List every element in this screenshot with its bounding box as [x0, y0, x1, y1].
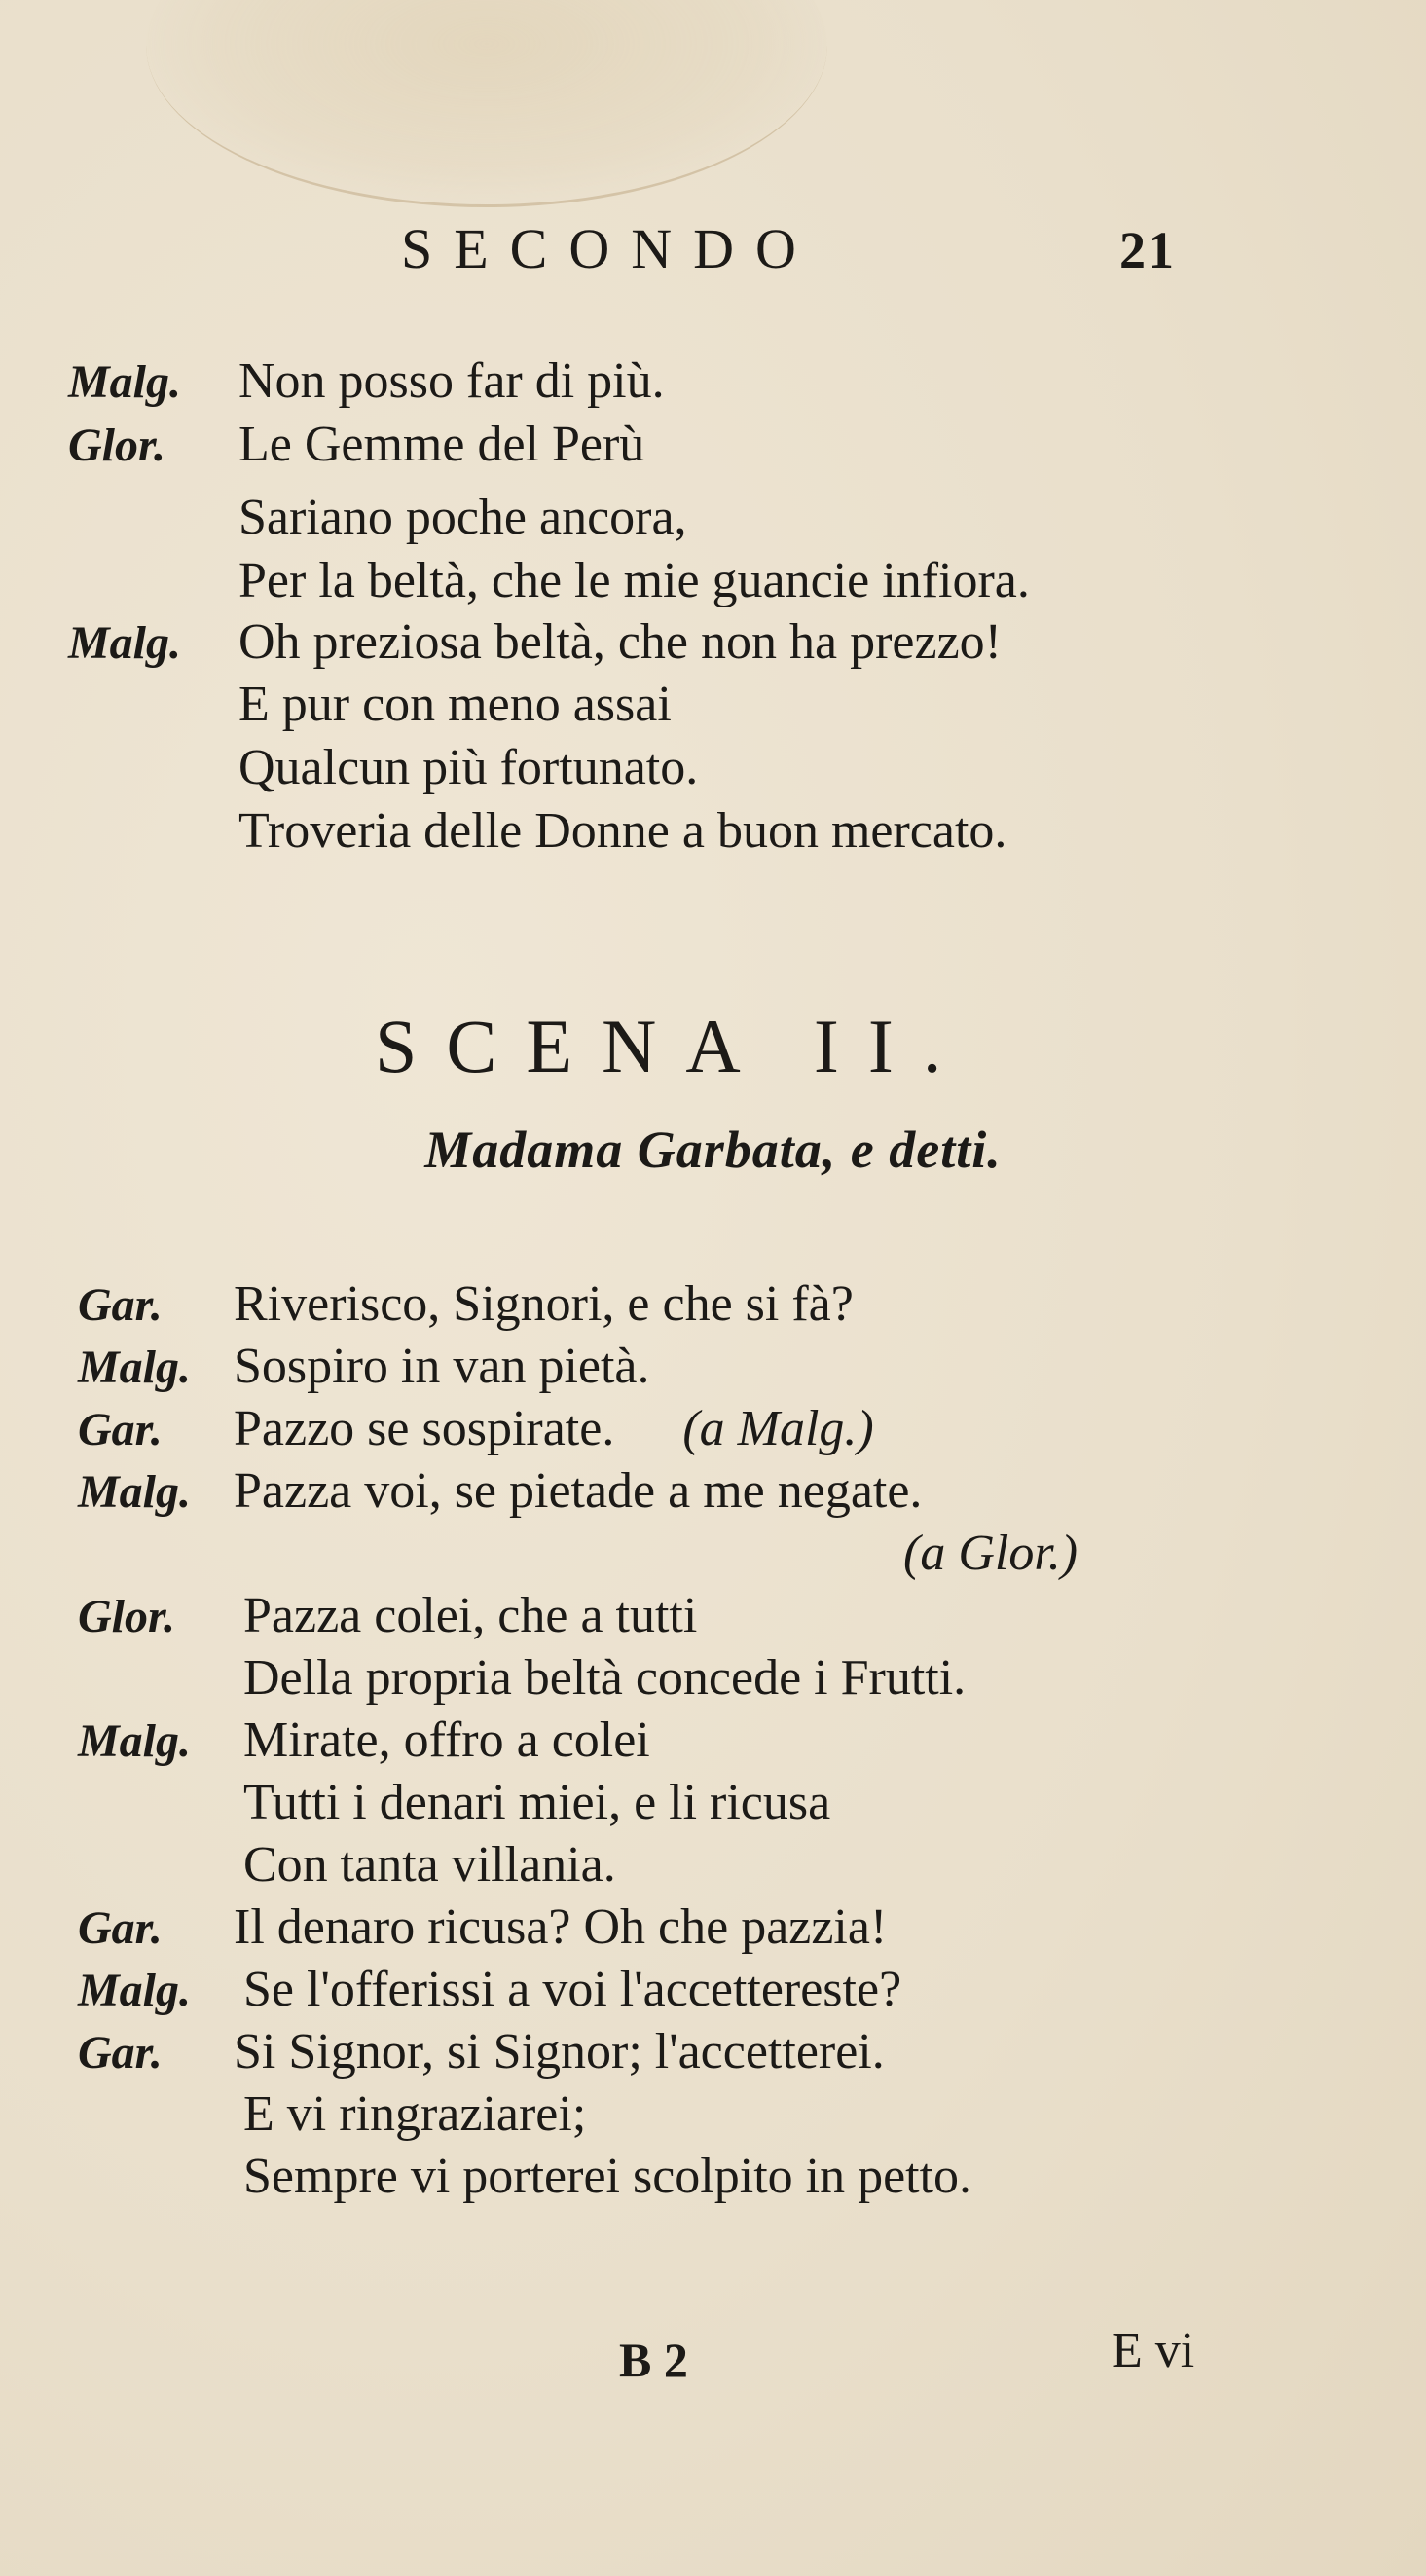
line-text: Riverisco, Signori, e che si fà? [234, 1276, 854, 1332]
speaker-label: Malg. [78, 1342, 192, 1393]
verse-line [243, 1647, 966, 1710]
line-text: Si Signor, si Signor; l'accetterei. [234, 2024, 885, 2079]
verse-line [243, 1772, 830, 1834]
line-text: Pazza colei, che a tutti [243, 1588, 698, 1643]
line-text: E pur con meno assai [238, 677, 672, 732]
line-text: Mirate, offro a colei [243, 1712, 650, 1768]
running-head: SECONDO [401, 217, 818, 280]
speaker-label: Gar. [78, 1279, 163, 1331]
line-text: Le Gemme del Perù [238, 417, 645, 472]
verse-line [78, 1710, 650, 1772]
speaker-label: Gar. [78, 1404, 163, 1455]
verse-line [243, 2083, 586, 2146]
line-text: Tutti i denari miei, e li ricusa [243, 1775, 831, 1830]
verse-line [78, 1398, 874, 1460]
stage-direction: (a Malg.) [682, 1401, 874, 1456]
line-text: Non posso far di più. [238, 353, 665, 409]
verse-line [903, 1523, 1078, 1585]
line-text: Pazzo se sospirate. [234, 1401, 615, 1456]
speaker-label: Malg. [78, 1715, 192, 1767]
speaker-label: Malg. [78, 1965, 192, 2016]
catchword: E vi [1112, 2323, 1195, 2378]
line-text: Qualcun più fortunato. [238, 740, 699, 795]
signature-mark: B 2 [619, 2333, 688, 2387]
line-text: E vi ringraziarei; [243, 2086, 587, 2142]
speaker-label: Malg. [78, 1466, 192, 1518]
speaker-label: Gar. [78, 1902, 163, 1954]
verse-line [243, 2146, 971, 2208]
verse-line [78, 1896, 887, 1959]
line-text: Per la beltà, che le mie guancie infiora. [238, 553, 1030, 608]
line-text: Sariano poche ancora, [238, 490, 687, 545]
verse-line [78, 1273, 854, 1336]
line-text: Sospiro in van pietà. [234, 1339, 650, 1394]
scene-characters: Madama Garbata, e detti. [424, 1121, 1002, 1179]
stage-direction: (a Glor.) [903, 1526, 1079, 1581]
line-text: Troveria delle Donne a buon mercato. [238, 803, 1007, 859]
speaker-label: Malg. [68, 356, 182, 408]
speaker-label: Glor. [68, 420, 166, 471]
verse-line [243, 1834, 616, 1896]
line-text: Della propria beltà concede i Frutti. [243, 1650, 967, 1706]
line-text: Se l'offerissi a voi l'accettereste? [243, 1962, 902, 2017]
speaker-label: Glor. [78, 1591, 176, 1642]
verse-line [78, 1460, 922, 1523]
line-text: Il denaro ricusa? Oh che pazzia! [234, 1899, 888, 1955]
verse-line [78, 1585, 697, 1647]
verse-line [78, 2021, 885, 2083]
scene-title: SCENA II. [375, 1004, 971, 1088]
speaker-label: Gar. [78, 2027, 163, 2079]
verse-line [78, 1959, 901, 2021]
line-text: Sempre vi porterei scolpito in petto. [243, 2149, 972, 2204]
line-text: Con tanta villania. [243, 1837, 616, 1893]
verse-line [78, 1336, 650, 1398]
line-text: Pazza voi, se pietade a me negate. [234, 1463, 923, 1519]
page-number: 21 [1119, 221, 1176, 279]
line-text: Oh preziosa beltà, che non ha prezzo! [238, 614, 1002, 670]
speaker-label: Malg. [68, 617, 182, 669]
